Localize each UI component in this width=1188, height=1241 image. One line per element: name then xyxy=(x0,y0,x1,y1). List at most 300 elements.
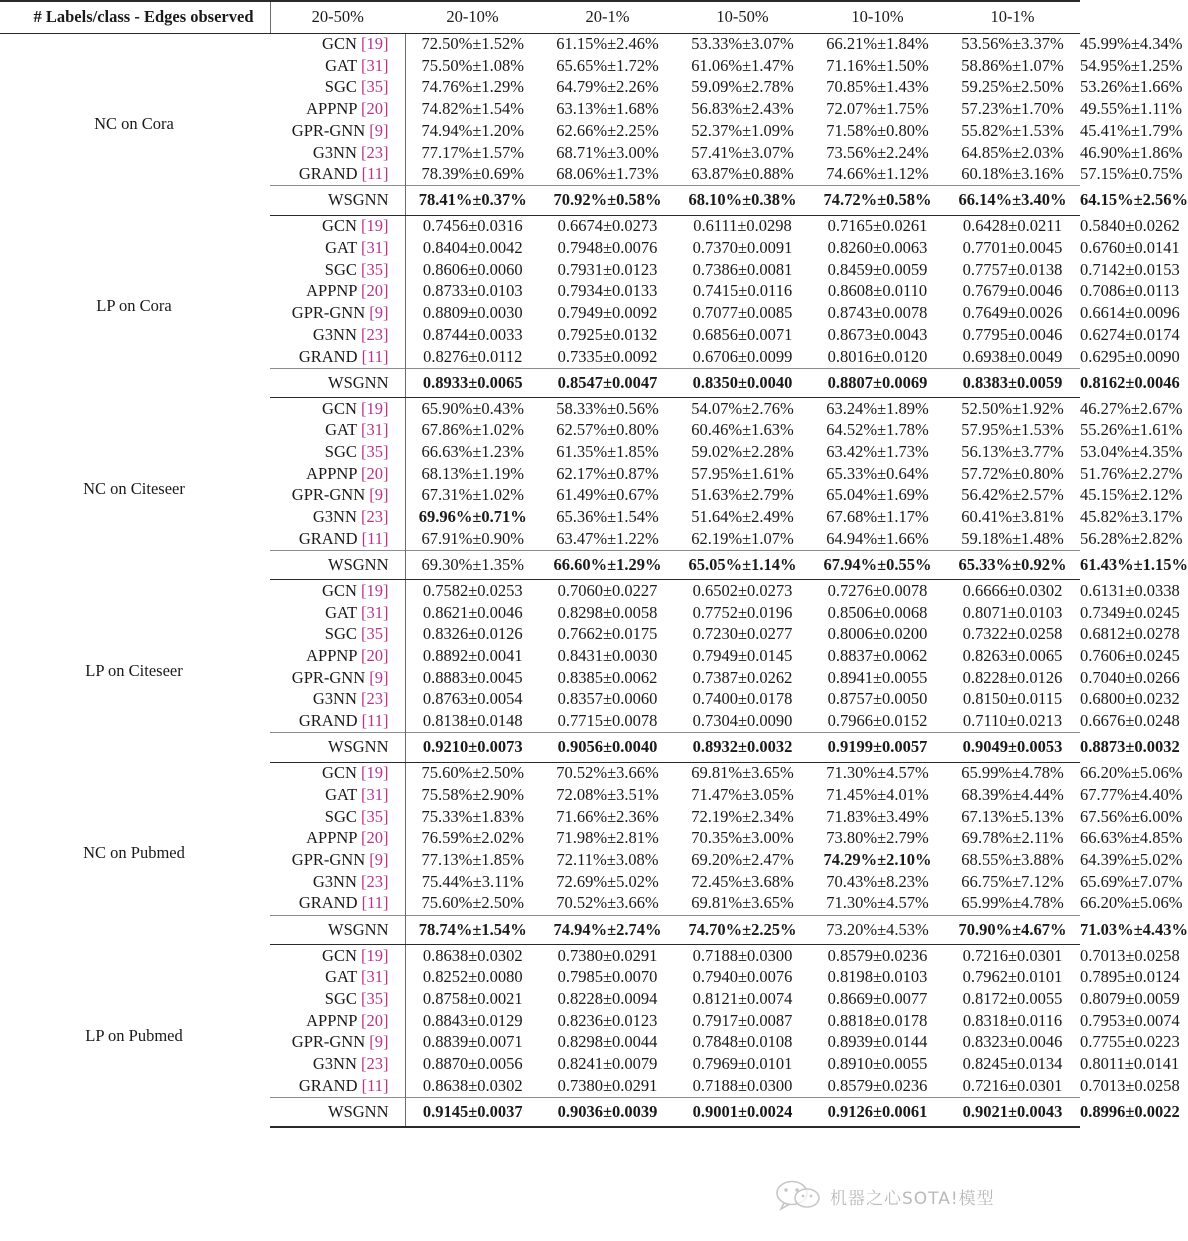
citation-ref[interactable]: [19] xyxy=(361,581,389,601)
citation-ref[interactable]: [35] xyxy=(361,77,389,97)
group-label-3: LP on Citeseer xyxy=(85,660,183,680)
citation-ref[interactable]: [31] xyxy=(361,55,389,75)
cell-value: 0.6674±0.0273 xyxy=(557,216,658,236)
method-label xyxy=(270,303,405,325)
cell-value: 0.8843±0.0129 xyxy=(422,1010,523,1030)
column-header-2: 20-1% xyxy=(540,1,675,33)
table-row: GPR-GNN [9] 74.94%±1.20% 62.66%±2.25% 52.37%±1.09% 71.58%±0.80% 55.82%±1.53% 45.41%±1.79% xyxy=(0,120,1080,142)
table-row: LP on Citeseer GCN [19] 0.7582±0.0253 0.7060±0.0227 0.6502±0.0273 0.7276±0.0078 0.6666±0.0302 0.6131±0.0338 xyxy=(0,580,1080,602)
method-label xyxy=(270,281,405,303)
citation-ref[interactable]: [31] xyxy=(361,420,389,440)
method-label xyxy=(270,398,405,420)
group-label-0: NC on Cora xyxy=(94,114,174,134)
ours-row: WSGNN 0.8933±0.0065 0.8547±0.0047 0.8350±0.0040 0.8807±0.0069 0.8383±0.0059 0.8162±0.0046 xyxy=(0,368,1080,398)
citation-ref[interactable]: [23] xyxy=(361,324,389,344)
cell-value: 0.7188±0.0300 xyxy=(692,945,793,965)
ours-cell-value: 0.9199±0.0057 xyxy=(810,733,945,763)
cell-value: 53.56%±3.37% xyxy=(961,34,1064,54)
ours-cell-value: 69.30%±1.35% xyxy=(405,550,540,580)
cell-value: 67.91%±0.90% xyxy=(421,528,525,548)
method-name: GPR-GNN xyxy=(291,667,366,687)
cell-value: 64.94%±1.66% xyxy=(826,528,929,548)
cell-value: 71.30%±4.57% xyxy=(826,763,929,783)
cell-value: 0.7110±0.0213 xyxy=(962,711,1063,731)
cell-value: 75.33%±1.83% xyxy=(421,806,525,826)
table-row: GRAND [11] 0.8138±0.0148 0.7715±0.0078 0.7304±0.0090 0.7966±0.0152 0.7110±0.0213 0.6676±0.0248 xyxy=(0,711,1080,733)
method-name: GPR-GNN xyxy=(291,303,366,323)
citation-ref[interactable]: [31] xyxy=(361,785,389,805)
cell-value: 69.81%±3.65% xyxy=(691,763,794,783)
cell-value: 0.7380±0.0291 xyxy=(557,1075,658,1095)
cell-value: 0.7966±0.0152 xyxy=(827,711,928,731)
method-label xyxy=(270,624,405,646)
table-row: APPNP [20] 0.8733±0.0103 0.7934±0.0133 0.7415±0.0116 0.8608±0.0110 0.7679±0.0046 0.7086±0.0113 xyxy=(0,281,1080,303)
table-row: G3NN [23] 69.96%±0.71% 65.36%±1.54% 51.64%±2.49% 67.68%±1.17% 60.41%±3.81% 45.82%±3.17% xyxy=(0,507,1080,529)
citation-ref[interactable]: [35] xyxy=(361,806,389,826)
citation-ref[interactable]: [11] xyxy=(361,893,389,913)
citation-ref[interactable]: [20] xyxy=(361,281,389,301)
cell-value: 62.19%±1.07% xyxy=(691,528,794,548)
ours-cell-value: 0.9210±0.0073 xyxy=(405,733,540,763)
cell-value: 0.8839±0.0071 xyxy=(422,1032,523,1052)
citation-ref[interactable]: [23] xyxy=(361,507,389,527)
cell-value: 65.04%±1.69% xyxy=(826,485,929,505)
method-label xyxy=(270,420,405,442)
column-header-3: 10-50% xyxy=(675,1,810,33)
table-row: G3NN [23] 77.17%±1.57% 68.71%±3.00% 57.41%±3.07% 73.56%±2.24% 64.85%±2.03% 46.90%±1.86% xyxy=(0,142,1080,164)
ours-cell-value: 0.8547±0.0047 xyxy=(540,368,675,398)
table-body xyxy=(0,33,1188,1127)
cell-value: 68.55%±3.88% xyxy=(961,850,1064,870)
cell-value: 0.8172±0.0055 xyxy=(962,989,1063,1009)
cell-value: 0.7985±0.0070 xyxy=(557,967,658,987)
ours-cell-value: 73.20%±4.53% xyxy=(810,915,945,945)
cell-value: 57.95%±1.53% xyxy=(961,420,1064,440)
citation-ref[interactable]: [9] xyxy=(369,303,389,323)
method-label xyxy=(270,215,405,237)
cell-value: 60.46%±1.63% xyxy=(691,420,794,440)
cell-value: 0.7752±0.0196 xyxy=(692,602,793,622)
citation-ref[interactable]: [9] xyxy=(369,485,389,505)
method-label xyxy=(270,893,405,915)
cell-value: 64.52%±1.78% xyxy=(826,420,929,440)
cell-value: 62.66%±2.25% xyxy=(556,120,659,140)
cell-value: 74.29%±2.10% xyxy=(823,850,932,870)
method-label xyxy=(270,120,405,142)
method-name: G3NN xyxy=(312,1054,357,1074)
method-name: GAT xyxy=(325,420,357,440)
cell-value: 0.8638±0.0302 xyxy=(422,945,523,965)
method-label xyxy=(270,346,405,368)
cell-value: 67.13%±5.13% xyxy=(961,806,1064,826)
method-label xyxy=(270,77,405,99)
cell-value: 0.7415±0.0116 xyxy=(692,281,793,301)
citation-ref[interactable]: [31] xyxy=(361,967,389,987)
cell-value: 0.8870±0.0056 xyxy=(422,1054,523,1074)
cell-value: 0.7077±0.0085 xyxy=(692,303,793,323)
method-name: GCN xyxy=(322,216,357,236)
ours-label: WSGNN xyxy=(270,915,405,945)
method-name: GCN xyxy=(322,763,357,783)
ours-cell-value: 67.94%±0.55% xyxy=(810,550,945,580)
cell-value: 0.8818±0.0178 xyxy=(827,1010,928,1030)
cell-value: 0.7060±0.0227 xyxy=(557,581,658,601)
ours-cell-value: 74.72%±0.58% xyxy=(810,186,945,216)
cell-value: 71.30%±4.57% xyxy=(826,893,929,913)
cell-value: 51.63%±2.79% xyxy=(691,485,794,505)
cell-value: 58.33%±0.56% xyxy=(556,398,659,418)
ours-cell-value: 0.9036±0.0039 xyxy=(540,1097,675,1127)
table-row: G3NN [23] 75.44%±3.11% 72.69%±5.02% 72.45%±3.68% 70.43%±8.23% 66.75%±7.12% 65.69%±7.07% xyxy=(0,871,1080,893)
table-row: GPR-GNN [9] 0.8883±0.0045 0.8385±0.0062 0.7387±0.0262 0.8941±0.0055 0.8228±0.0126 0.7040±0.0266 xyxy=(0,667,1080,689)
cell-value: 0.6111±0.0298 xyxy=(693,216,792,236)
cell-value: 0.8673±0.0043 xyxy=(827,324,928,344)
cell-value: 70.85%±1.43% xyxy=(826,77,929,97)
method-name: SGC xyxy=(324,806,357,826)
ours-cell-value: 68.10%±0.38% xyxy=(675,186,810,216)
citation-ref[interactable]: [23] xyxy=(361,689,389,709)
method-label xyxy=(270,602,405,624)
cell-value: 57.95%±1.61% xyxy=(691,463,794,483)
cell-value: 0.8228±0.0126 xyxy=(962,667,1063,687)
citation-ref[interactable]: [31] xyxy=(361,238,389,258)
citation-ref[interactable]: [19] xyxy=(361,34,389,54)
cell-value: 75.58%±2.90% xyxy=(421,785,525,805)
cell-value: 0.8252±0.0080 xyxy=(422,967,523,987)
cell-value: 71.45%±4.01% xyxy=(826,785,929,805)
cell-value: 72.50%±1.52% xyxy=(421,34,525,54)
cell-value: 0.8016±0.0120 xyxy=(827,346,928,366)
citation-ref[interactable]: [23] xyxy=(361,1054,389,1074)
ours-cell-value: 66.60%±1.29% xyxy=(540,550,675,580)
method-name: SGC xyxy=(324,442,357,462)
cell-value: 63.13%±1.68% xyxy=(556,99,659,119)
table-row: GPR-GNN [9] 67.31%±1.02% 61.49%±0.67% 51.63%±2.79% 65.04%±1.69% 56.42%±2.57% 45.15%±2.12% xyxy=(0,485,1080,507)
cell-value: 0.7934±0.0133 xyxy=(557,281,658,301)
citation-ref[interactable]: [19] xyxy=(361,945,389,965)
method-name: GRAND xyxy=(298,1075,358,1095)
cell-value: 0.8606±0.0060 xyxy=(422,259,523,279)
cell-value: 0.7322±0.0258 xyxy=(962,624,1063,644)
cell-value: 0.6428±0.0211 xyxy=(962,216,1063,236)
method-name: GAT xyxy=(325,602,357,622)
cell-value: 0.8318±0.0116 xyxy=(962,1010,1063,1030)
citation-ref[interactable]: [19] xyxy=(361,763,389,783)
citation-ref[interactable]: [20] xyxy=(361,463,389,483)
table-row: GAT [31] 75.58%±2.90% 72.08%±3.51% 71.47%±3.05% 71.45%±4.01% 68.39%±4.44% 67.77%±4.40% xyxy=(0,784,1080,806)
table-row: APPNP [20] 0.8843±0.0129 0.8236±0.0123 0.7917±0.0087 0.8818±0.0178 0.8318±0.0116 0.7953±0.0074 xyxy=(0,1010,1080,1032)
citation-ref[interactable]: [35] xyxy=(361,989,389,1009)
group-label-4: NC on Pubmed xyxy=(83,843,185,863)
cell-value: 59.18%±1.48% xyxy=(961,528,1064,548)
cell-value: 75.44%±3.11% xyxy=(421,871,524,891)
cell-value: 0.7387±0.0262 xyxy=(692,667,793,687)
method-label xyxy=(270,850,405,872)
cell-value: 65.33%±0.64% xyxy=(826,463,929,483)
cell-value: 0.7931±0.0123 xyxy=(557,259,658,279)
cell-value: 0.8385±0.0062 xyxy=(557,667,658,687)
cell-value: 69.20%±2.47% xyxy=(691,850,794,870)
citation-ref[interactable]: [20] xyxy=(361,99,389,119)
cell-value: 71.47%±3.05% xyxy=(691,785,794,805)
cell-value: 70.43%±8.23% xyxy=(826,871,929,891)
cell-value: 0.7701±0.0045 xyxy=(962,238,1063,258)
cell-value: 67.86%±1.02% xyxy=(421,420,525,440)
cell-value: 0.8121±0.0074 xyxy=(692,989,793,1009)
cell-value: 0.7940±0.0076 xyxy=(692,967,793,987)
method-label xyxy=(270,259,405,281)
column-header-1: 20-10% xyxy=(405,1,540,33)
cell-value: 71.58%±0.80% xyxy=(826,120,929,140)
cell-value: 69.96%±0.71% xyxy=(418,507,527,527)
ours-row: WSGNN 69.30%±1.35% 66.60%±1.29% 65.05%±1.14% 67.94%±0.55% 65.33%±0.92% 61.43%±1.15% xyxy=(0,550,1080,580)
ours-cell-value: 0.9021±0.0043 xyxy=(945,1097,1080,1127)
cell-value: 0.8138±0.0148 xyxy=(422,711,523,731)
method-name: APPNP xyxy=(306,828,357,848)
method-label xyxy=(270,828,405,850)
cell-value: 0.7582±0.0253 xyxy=(422,581,523,601)
table-row: GAT [31] 0.8621±0.0046 0.8298±0.0058 0.7752±0.0196 0.8506±0.0068 0.8071±0.0103 0.7349±0.0245 xyxy=(0,602,1080,624)
cell-value: 0.8326±0.0126 xyxy=(422,624,523,644)
cell-value: 66.75%±7.12% xyxy=(961,871,1064,891)
method-name: GRAND xyxy=(298,346,358,366)
table-row: SGC [35] 66.63%±1.23% 61.35%±1.85% 59.02%±2.28% 63.42%±1.73% 56.13%±3.77% 53.04%±4.35% xyxy=(0,442,1080,464)
table-row: GRAND [11] 0.8638±0.0302 0.7380±0.0291 0.7188±0.0300 0.8579±0.0236 0.7216±0.0301 0.7013±0.0258 xyxy=(0,1075,1080,1097)
method-label xyxy=(270,871,405,893)
citation-ref[interactable]: [20] xyxy=(361,1010,389,1030)
method-name: GCN xyxy=(322,581,357,601)
cell-value: 68.71%±3.00% xyxy=(556,142,659,162)
citation-ref[interactable]: [9] xyxy=(369,850,389,870)
cell-value: 60.18%±3.16% xyxy=(961,164,1064,184)
cell-value: 0.8298±0.0044 xyxy=(557,1032,658,1052)
ours-label: WSGNN xyxy=(270,550,405,580)
watermark xyxy=(772,1178,1012,1212)
cell-value: 0.8150±0.0115 xyxy=(962,689,1063,709)
cell-value: 0.7949±0.0092 xyxy=(557,303,658,323)
cell-value: 65.99%±4.78% xyxy=(961,763,1064,783)
method-label xyxy=(270,33,405,55)
cell-value: 77.13%±1.85% xyxy=(421,850,525,870)
cell-value: 0.7949±0.0145 xyxy=(692,646,793,666)
method-label xyxy=(270,667,405,689)
cell-value: 60.41%±3.81% xyxy=(961,507,1064,527)
citation-ref[interactable]: [19] xyxy=(361,398,389,418)
citation-ref[interactable]: [11] xyxy=(361,346,389,366)
cell-value: 74.66%±1.12% xyxy=(826,164,929,184)
cell-value: 72.11%±3.08% xyxy=(556,850,659,870)
cell-value: 0.8621±0.0046 xyxy=(422,602,523,622)
table-row: SGC [35] 74.76%±1.29% 64.79%±2.26% 59.09%±2.78% 70.85%±1.43% 59.25%±2.50% 53.26%±1.66% xyxy=(0,77,1080,99)
table-row: GAT [31] 75.50%±1.08% 65.65%±1.72% 61.06%±1.47% 71.16%±1.50% 58.86%±1.07% 54.95%±1.25% xyxy=(0,55,1080,77)
citation-ref[interactable]: [31] xyxy=(361,602,389,622)
ours-label: WSGNN xyxy=(270,368,405,398)
cell-value: 52.50%±1.92% xyxy=(961,398,1064,418)
method-name: G3NN xyxy=(312,689,357,709)
citation-ref[interactable]: [11] xyxy=(361,164,389,184)
cell-value: 73.56%±2.24% xyxy=(826,142,929,162)
method-label xyxy=(270,711,405,733)
cell-value: 56.83%±2.43% xyxy=(691,99,794,119)
ours-cell-value: 78.74%±1.54% xyxy=(405,915,540,945)
cell-value: 0.6856±0.0071 xyxy=(692,324,793,344)
cell-value: 0.8071±0.0103 xyxy=(962,602,1063,622)
cell-value: 0.8006±0.0200 xyxy=(827,624,928,644)
method-name: G3NN xyxy=(312,507,357,527)
table-row: GRAND [11] 75.60%±2.50% 70.52%±3.66% 69.81%±3.65% 71.30%±4.57% 65.99%±4.78% 66.20%±5.06% xyxy=(0,893,1080,915)
cell-value: 68.13%±1.19% xyxy=(421,463,525,483)
cell-value: 0.7649±0.0026 xyxy=(962,303,1063,323)
cell-value: 0.7757±0.0138 xyxy=(962,259,1063,279)
method-name: GRAND xyxy=(298,893,358,913)
cell-value: 0.8298±0.0058 xyxy=(557,602,658,622)
cell-value: 64.79%±2.26% xyxy=(556,77,659,97)
cell-value: 62.17%±0.87% xyxy=(556,463,659,483)
cell-value: 0.7715±0.0078 xyxy=(557,711,658,731)
cell-value: 0.6706±0.0099 xyxy=(692,346,793,366)
cell-value: 0.8260±0.0063 xyxy=(827,238,928,258)
cell-value: 74.94%±1.20% xyxy=(421,120,525,140)
cell-value: 71.16%±1.50% xyxy=(826,55,929,75)
column-header-4: 10-10% xyxy=(810,1,945,33)
cell-value: 69.81%±3.65% xyxy=(691,893,794,913)
citation-ref[interactable]: [35] xyxy=(361,259,389,279)
method-label xyxy=(270,238,405,260)
citation-ref[interactable]: [23] xyxy=(361,142,389,162)
cell-value: 0.8638±0.0302 xyxy=(422,1075,523,1095)
group-label-5: LP on Pubmed xyxy=(85,1025,183,1045)
method-label xyxy=(270,324,405,346)
cell-value: 66.21%±1.84% xyxy=(826,34,929,54)
cell-value: 0.7335±0.0092 xyxy=(557,346,658,366)
citation-ref[interactable]: [20] xyxy=(361,828,389,848)
cell-value: 72.19%±2.34% xyxy=(691,806,794,826)
method-label xyxy=(270,967,405,989)
cell-value: 0.7948±0.0076 xyxy=(557,238,658,258)
cell-value: 0.8809±0.0030 xyxy=(422,303,523,323)
citation-ref[interactable]: [9] xyxy=(369,1032,389,1052)
method-label xyxy=(270,55,405,77)
cell-value: 63.87%±0.88% xyxy=(691,164,794,184)
cell-value: 54.07%±2.76% xyxy=(691,398,794,418)
cell-value: 0.7679±0.0046 xyxy=(962,281,1063,301)
method-name: GCN xyxy=(322,945,357,965)
ours-cell-value: 0.9145±0.0037 xyxy=(405,1097,540,1127)
cell-value: 0.7165±0.0261 xyxy=(827,216,928,236)
method-name: APPNP xyxy=(306,1010,357,1030)
ours-cell-value: 0.8807±0.0069 xyxy=(810,368,945,398)
ours-label: WSGNN xyxy=(270,186,405,216)
cell-value: 0.7925±0.0132 xyxy=(557,324,658,344)
method-label xyxy=(270,945,405,967)
method-name: APPNP xyxy=(306,463,357,483)
cell-value: 0.8579±0.0236 xyxy=(827,1075,928,1095)
method-name: SGC xyxy=(324,77,357,97)
citation-ref[interactable]: [35] xyxy=(361,624,389,644)
cell-value: 0.8228±0.0094 xyxy=(557,989,658,1009)
ours-cell-value: 0.9126±0.0061 xyxy=(810,1097,945,1127)
cell-value: 0.8837±0.0062 xyxy=(827,646,928,666)
cell-value: 0.7276±0.0078 xyxy=(827,581,928,601)
cell-value: 55.82%±1.53% xyxy=(961,120,1064,140)
citation-ref[interactable]: [11] xyxy=(361,711,389,731)
method-name: APPNP xyxy=(306,646,357,666)
method-name: SGC xyxy=(324,624,357,644)
cell-value: 56.42%±2.57% xyxy=(961,485,1064,505)
cell-value: 0.8579±0.0236 xyxy=(827,945,928,965)
method-label xyxy=(270,99,405,121)
cell-value: 72.07%±1.75% xyxy=(826,99,929,119)
cell-value: 68.39%±4.44% xyxy=(961,785,1064,805)
method-label xyxy=(270,1032,405,1054)
citation-ref[interactable]: [23] xyxy=(361,871,389,891)
method-label xyxy=(270,646,405,668)
cell-value: 0.8404±0.0042 xyxy=(422,238,523,258)
cell-value: 0.8431±0.0030 xyxy=(557,646,658,666)
ours-cell-value: 0.9056±0.0040 xyxy=(540,733,675,763)
cell-value: 0.8357±0.0060 xyxy=(557,689,658,709)
cell-value: 0.8608±0.0110 xyxy=(827,281,928,301)
cell-value: 53.33%±3.07% xyxy=(691,34,794,54)
cell-value: 0.7917±0.0087 xyxy=(692,1010,793,1030)
cell-value: 0.8758±0.0021 xyxy=(422,989,523,1009)
table-row: GPR-GNN [9] 0.8839±0.0071 0.8298±0.0044 0.7848±0.0108 0.8939±0.0144 0.8323±0.0046 0.7755±0.0223 xyxy=(0,1032,1080,1054)
citation-ref[interactable]: [9] xyxy=(369,120,389,140)
cell-value: 0.8883±0.0045 xyxy=(422,667,523,687)
method-name: GPR-GNN xyxy=(291,120,366,140)
cell-value: 0.8245±0.0134 xyxy=(962,1054,1063,1074)
method-label xyxy=(270,689,405,711)
cell-value: 62.57%±0.80% xyxy=(556,420,659,440)
cell-value: 73.80%±2.79% xyxy=(826,828,929,848)
watermark-text: 机器之心SOTA!模型 xyxy=(830,1189,995,1209)
cell-value: 76.59%±2.02% xyxy=(421,828,525,848)
cell-value: 71.66%±2.36% xyxy=(556,806,659,826)
citation-ref[interactable]: [20] xyxy=(361,646,389,666)
cell-value: 0.8323±0.0046 xyxy=(962,1032,1063,1052)
method-name: APPNP xyxy=(306,99,357,119)
method-name: GPR-GNN xyxy=(291,485,366,505)
cell-value: 0.6502±0.0273 xyxy=(692,581,793,601)
cell-value: 65.99%±4.78% xyxy=(961,893,1064,913)
citation-ref[interactable]: [19] xyxy=(361,216,389,236)
method-label xyxy=(270,528,405,550)
group-label-2: NC on Citeseer xyxy=(83,478,185,498)
cell-value: 51.64%±2.49% xyxy=(691,507,794,527)
citation-ref[interactable]: [11] xyxy=(361,528,389,548)
table-row: APPNP [20] 74.82%±1.54% 63.13%±1.68% 56.83%±2.43% 72.07%±1.75% 57.23%±1.70% 49.55%±1.11% xyxy=(0,99,1080,121)
cell-value: 72.08%±3.51% xyxy=(556,785,659,805)
cell-value: 65.36%±1.54% xyxy=(556,507,659,527)
citation-ref[interactable]: [9] xyxy=(369,667,389,687)
table-row: GPR-GNN [9] 77.13%±1.85% 72.11%±3.08% 69.20%±2.47% 74.29%±2.10% 68.55%±3.88% 64.39%±5.02% xyxy=(0,850,1080,872)
cell-value: 59.25%±2.50% xyxy=(961,77,1064,97)
method-name: GAT xyxy=(325,55,357,75)
table-row: GRAND [11] 78.39%±0.69% 68.06%±1.73% 63.87%±0.88% 74.66%±1.12% 60.18%±3.16% 57.15%±0.75% xyxy=(0,164,1080,186)
cell-value: 77.17%±1.57% xyxy=(421,142,525,162)
cell-value: 57.23%±1.70% xyxy=(961,99,1064,119)
cell-value: 59.09%±2.78% xyxy=(691,77,794,97)
cell-value: 65.90%±0.43% xyxy=(421,398,525,418)
citation-ref[interactable]: [35] xyxy=(361,442,389,462)
cell-value: 0.7380±0.0291 xyxy=(557,945,658,965)
cell-value: 56.13%±3.77% xyxy=(961,442,1064,462)
method-label xyxy=(270,784,405,806)
ours-label: WSGNN xyxy=(270,1097,405,1127)
cell-value: 0.8241±0.0079 xyxy=(557,1054,658,1074)
cell-value: 0.7962±0.0101 xyxy=(962,967,1063,987)
citation-ref[interactable]: [11] xyxy=(361,1075,389,1095)
